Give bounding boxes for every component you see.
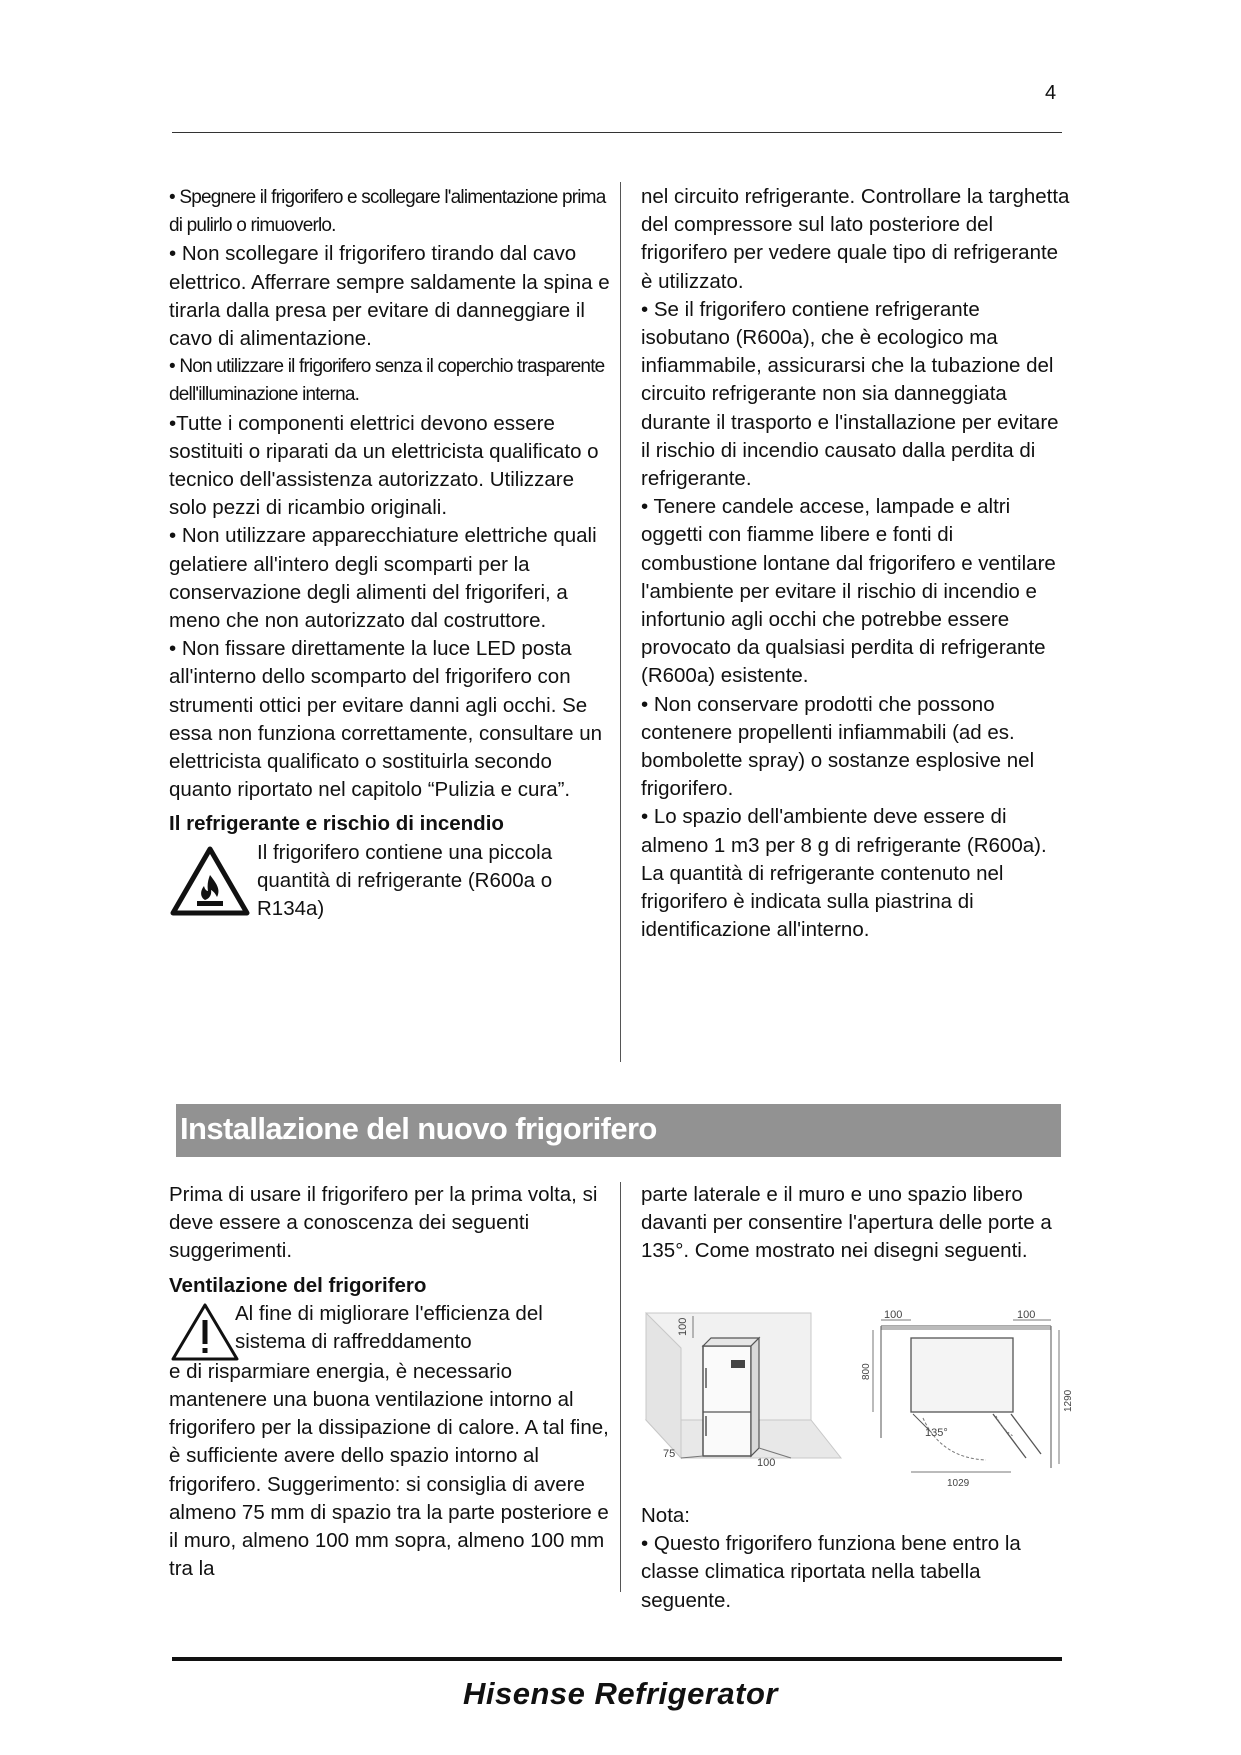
section-header-bar [176, 1104, 1061, 1157]
warning-text: Al fine di migliorare l'efficienza del sistema di raffreddamento [235, 1301, 543, 1354]
column-divider [620, 182, 621, 1062]
brand-footer: Hisense Refrigerator [463, 1676, 778, 1711]
column-4 [641, 1181, 1071, 1266]
dim-plan-right-gap: 100 [1017, 1309, 1036, 1321]
plan-view [861, 1309, 1074, 1489]
paragraph: e di risparmiare energia, è necessario mantenere una buona ventilazione intorno al frigorifero per la dissipazione di calore. A tal fine, è sufficiente avere dello spazio intorno al frigorifero. Suggerimento: si consiglia di avere almeno 75 mm di spazio tra la parte posteriore e il muro, almeno 100 mm sopra, almeno 100 mm tra la [169, 1359, 609, 1581]
fire-warning [169, 839, 614, 924]
paragraph: • Non utilizzare il frigorifero senza il coperchio trasparente dell'illuminazione interna. [169, 356, 605, 406]
paragraph: • Non scollegare il frigorifero tirando dal cavo elettrico. Afferrare sempre saldamente la spina e tirarla dalla presa per evitare di danneggiare il cavo di alimentazione. [169, 242, 610, 351]
top-rule [172, 132, 1062, 133]
section-heading: Il refrigerante e rischio di incendio [169, 812, 504, 836]
section-heading: Ventilazione del frigorifero [169, 1273, 427, 1297]
installation-diagram [641, 1308, 1074, 1498]
paragraph: Prima di usare il frigorifero per la prima volta, si deve essere a conoscenza dei seguenti suggerimenti. [169, 1183, 598, 1263]
dim-side-gap: 100 [757, 1457, 776, 1469]
perspective-view [646, 1313, 841, 1469]
dim-plan-total-width: 1029 [947, 1478, 970, 1489]
flammable-warning-icon [169, 845, 251, 917]
paragraph: • Non utilizzare apparecchiature elettriche quali gelatiere all'intero degli scomparti per la conservazione degli alimenti del frigoriferi, a meno che non autorizzato dal costruttore. [169, 524, 597, 633]
note-block [641, 1502, 1071, 1615]
paragraph: • Non fissare direttamente la luce LED posta all'interno dello scomparto del frigorifero con strumenti ottici per evitare danni agli occhi. Se essa non funziona correttamente, consultare un elettricista qualificato o sostituirla secondo quanto riportato nel capitolo “Pulizia e cura”. [169, 637, 603, 802]
paragraph: • Non conservare prodotti che possono contenere propellenti infiammabili (ad es. bombolette spray) o sostanze esplosive nel frigorifero. [641, 692, 1035, 801]
dim-door-angle: 135° [925, 1427, 948, 1439]
footer-rule [172, 1657, 1062, 1661]
section-title: Installazione del nuovo frigorifero [180, 1111, 657, 1146]
warning-text: Il frigorifero contiene una piccola quantità di refrigerante (R600a o R134a) [257, 840, 553, 921]
column-divider [620, 1182, 621, 1592]
dim-plan-total-depth: 1290 [1063, 1389, 1074, 1412]
paragraph: parte laterale e il muro e uno spazio libero davanti per consentire l'apertura delle porte a 135°. Come mostrato nei disegni seguenti. [641, 1183, 1052, 1263]
dim-plan-depth: 800 [861, 1363, 872, 1380]
paragraph: •Tutte i componenti elettrici devono essere sostituiti o riparati da un elettricista qualificato o tecnico dell'assistenza autorizzato. Utilizzare solo pezzi di ricambio originali. [169, 411, 599, 520]
page-number: 4 [1045, 82, 1057, 104]
caution-warning [169, 1300, 609, 1362]
dim-top-gap: 100 [677, 1317, 689, 1336]
column-2 [641, 183, 1071, 944]
paragraph: • Lo spazio dell'ambiente deve essere di almeno 1 m3 per 8 g di refrigerante (R600a). La quantità di refrigerante contenuto nel frigorifero è indicata sulla piastrina di identificazione all'interno. [641, 805, 1047, 942]
paragraph: • Spegnere il frigorifero e scollegare l'alimentazione prima di pulirlo o rimuoverlo. [169, 187, 606, 237]
paragraph: nel circuito refrigerante. Controllare la targhetta del compressore sul lato posteriore del frigorifero per vedere quale tipo di refrigerante è utilizzato. [641, 185, 1070, 293]
paragraph: • Se il frigorifero contiene refrigerante isobutano (R600a), che è ecologico ma infiammabile, assicurarsi che la tubazione del circuito refrigerante non sia danneggiata durante il trasporto e l'installazione per evitare il rischio di incendio causato dalla perdita di refrigerante. [641, 297, 1059, 491]
note-text: • Questo frigorifero funziona bene entro la classe climatica riportata nella tabella seguente. [641, 1532, 1021, 1612]
paragraph: • Tenere candele accese, lampade e altri oggetti con fiamme libere e fonti di combustione lontane dal frigorifero e ventilare l'ambiente per evitare il rischio di incendio e infortunio agli occhi che potrebbe essere provocato da qualsiasi perdita di refrigerante (R600a) esistente. [641, 495, 1056, 688]
column-1 [169, 184, 614, 923]
dim-back-gap: 75 [663, 1448, 676, 1460]
dim-plan-left-gap: 100 [884, 1309, 903, 1321]
note-label: Nota: [641, 1504, 690, 1527]
caution-warning-icon [169, 1302, 241, 1362]
column-3 [169, 1181, 609, 1583]
